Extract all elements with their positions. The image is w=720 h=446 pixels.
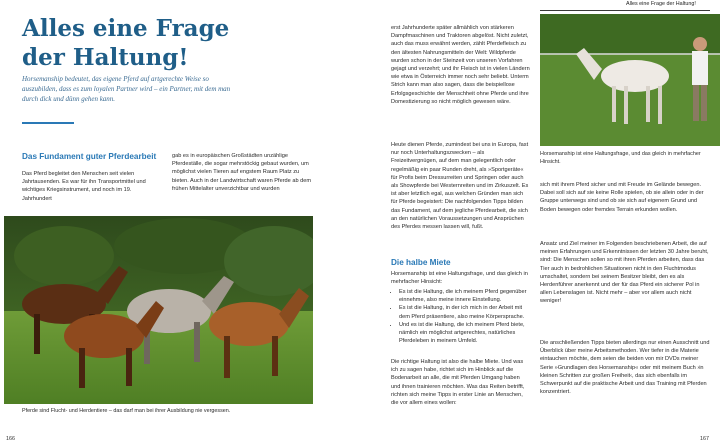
right-column1-intro: Horsemanship ist eine Haltungsfrage, und das gleich in mehrfacher Hinsicht: (391, 271, 528, 286)
right-column2-p2: Ansatz und Ziel meiner im Folgenden beschriebenen Arbeit, die auf meinen Erfahrungen und Erkenntnissen der letzten 30 Jahre beruht, sind: Die Menschen sollen so mit ihren Pferden arbeiten, dass das Tier auch in bedrohlichen Situationen nicht in den Fluchtmodus umschaltet, sondern bei seinem Besitzer bleibt, den es als Herdenführer anerkennt und der für das Pferd ein sicherer Pol in allen Lebenslagen ist. Nicht mehr – aber vor allem auch nicht weniger! (540, 241, 709, 305)
trainer-with-horse-illustration (540, 14, 720, 146)
bullet-item: • Es ist die Haltung, die ich meinem Pferd gegenüber einnehme, also meine innere Einstellung. (399, 288, 530, 304)
horses-herd-photo (4, 216, 313, 404)
right-photo-caption: Horsemanship ist eine Haltungsfrage, und das gleich in mehrfacher Hinsicht. (540, 151, 701, 165)
page-title (22, 14, 262, 72)
middle-column-text: gab es in europäischen Großstädten unzählige Pferdeställe, die sogar mehrstöckig gebaut wurden, um möglichst vielen Tieren auf engstem Raum Platz zu bieten. Auch in der Landwirtschaft waren Pferde ab dem frühen Mittelalter unverzichtbar und wurden (172, 153, 311, 192)
page-title-line1: Alles eine Frage (22, 15, 230, 42)
lead-paragraph: Horsemanship bedeutet, das eigene Pferd auf artgerechte Weise so auszubilden, dass es zum loyalen Partner wird – ein Partner, mit dem man durch dick und dünn gehen kann. (22, 75, 231, 103)
right-column1-mid: Heute dienen Pferde, zumindest bei uns in Europa, fast nur noch Unterhaltungszwecken – als Freizeitvergnügen, auf dem man gelegentlich oder regelmäßig ein paar Runden dreht, als »Sportgeräte« für Profis beim Dressurreiten und Springen oder auch als Showpferde bei Westernreiten und im Zirkuszelt. Es ist aber letztlich egal, aus welchen Gründen man sich für Pferde begeistert: Die nachfolgenden Tipps bilden das Fundament, auf dem jegliche Pferdearbeit, die sich an den natürlichen Voraussetzungen und Ansprüchen des Pferdes messen lassen will, fußt. (391, 142, 529, 231)
right-column2-p1: sich mit ihrem Pferd sicher und mit Freude im Gelände bewegen. Dabei soll sich auf sie keine Rolle spielen, ob sie allein oder in der Gruppe unterwegs sind und ob sie sich auf eigenem Grund und Boden bewegen oder fremdes Terrain erkunden wollen. (540, 182, 704, 213)
left-column-text: Das Pferd begleitet den Menschen seit vielen Jahrtausenden. Es war für ihn Transportmittel und wichtiges Kriegsinstrument, und noch im 19. Jahrhundert (22, 171, 146, 202)
bullet-item: • Und es ist die Haltung, die ich meinem Pferd biete, nämlich ein möglichst artgerechtes, natürliches Pferdeleben in meinem Umfeld. (399, 321, 530, 346)
bullet-list (391, 288, 530, 345)
lead-divider (22, 122, 74, 124)
bullet-item: • Es ist die Haltung, in der ich mich in der Arbeit mit dem Pferd präsentiere, also meine Körpersprache. (399, 304, 530, 320)
running-head-rule (540, 10, 710, 11)
right-column2-p3: Die anschließenden Tipps bieten allerdings nur einen Ausschnitt und Überblick über meine Arbeitsmethoden. Wer tiefer in die Materie eintauchen möchte, dem seien die beiden von mir DVDs meiner Serie »Grundlagen des Horsemanship« oder mit meinem Buch ›in kleinen Schritten zur großen Freiheit‹, das sich ebenfalls im Schwerpunkt auf die praktische Arbeit und das Training mit Pferden konzentriert. (540, 340, 710, 396)
right-column1-end: Die richtige Haltung ist also die halbe Miete. Und was ich zu sagen habe, richtet sich im Hinblick auf die Bodenarbeit an alle, die mit Pferden Umgang haben und ihnen trainieren möchten. Was das Reiten betrifft, richten sich meine Tipps in erster Linie an Menschen, die vor allem eines wollen: (391, 359, 525, 407)
horses-herd-illustration (4, 216, 313, 404)
trainer-with-horse-photo (540, 14, 720, 146)
section-heading: Das Fundament guter Pferdearbeit (22, 152, 157, 161)
page-number-right: 167 (700, 436, 709, 442)
subheading-halbe-miete: Die halbe Miete (391, 258, 451, 267)
running-head: Alles eine Frage der Haltung! (626, 1, 696, 7)
right-column1-top: erst Jahrhunderte später allmählich von stärkeren Dampfmaschinen und Traktoren abgelöst. Nicht zuletzt, auch das muss erwähnt werden, zählt Pferdefleisch zu den ältesten Nahrungsmitteln der Welt: Wildpferde wurden schon in der Steinzeit von unseren Vorfahren gejagt und verzehrt; und ihr Fleisch ist in vielen Ländern wie etwa in Österreich immer noch sehr beliebt. Unterm Strich kann man also sagen, dass die beispiellose Erfolgsgeschichte der Menschheit ohne Pferde und ihre Domestizierung so nicht möglich gewesen wäre. (391, 25, 530, 105)
page-title-line2: der Haltung! (22, 44, 189, 71)
page-number-left: 166 (6, 436, 15, 442)
left-photo-caption: Pferde sind Flucht- und Herdentiere – das darf man bei ihrer Ausbildung nie vergessen. (22, 408, 231, 414)
